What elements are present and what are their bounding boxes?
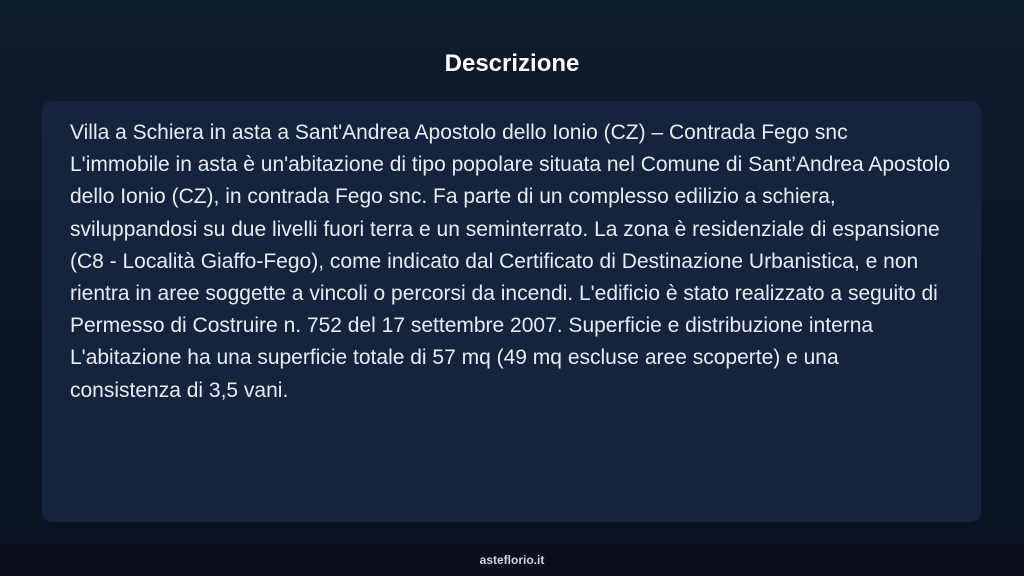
page-title: Descrizione <box>444 50 580 77</box>
footer-bar <box>0 544 1024 576</box>
footer-brand-link[interactable]: asteflorio.it <box>479 553 545 567</box>
description-card <box>42 101 981 522</box>
description-text: Villa a Schiera in asta a Sant'Andrea Apostolo dello Ionio (CZ) – Contrada Fego snc L'immobile in asta è un'abitazione di tipo popolare situata nel Comune di Sant’Andrea Apostolo dello Ionio (CZ), in contrada Fego snc. Fa parte di un complesso edilizio a schiera, sviluppandosi su due livelli fuori terra e un seminterrato. La zona è residenziale di espansione (C8 - Località Giaffo-Fego), come indicato dal Certificato di Destinazione Urbanistica, e non rientra in aree soggette a vincoli o percorsi da incendi. L'edificio è stato realizzato a seguito di Permesso di Costruire n. 752 del 17 settembre 2007. Superficie e distribuzione interna L'abitazione ha una superficie totale di 57 mq (49 mq escluse aree scoperte) e una consistenza di 3,5 vani. <box>70 121 951 402</box>
